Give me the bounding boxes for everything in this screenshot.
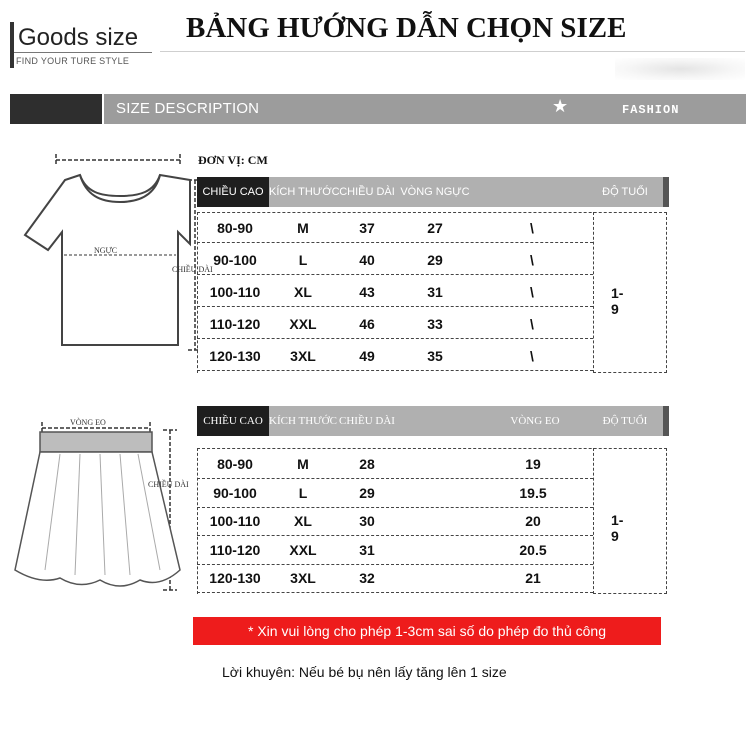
table-cell: M (297, 456, 309, 472)
age-cell (593, 212, 667, 373)
table-cell: 21 (525, 570, 541, 586)
header-age: ĐỘ TUỔI (602, 415, 648, 427)
table-cell: XXL (289, 316, 317, 332)
header-length: CHIỀU DÀI (339, 186, 395, 198)
table-cell: 27 (427, 220, 443, 236)
table-cell: 30 (359, 513, 375, 529)
unit-label: ĐƠN VỊ: CM (198, 153, 268, 167)
table-cell: 110-120 (209, 541, 261, 558)
table-header (197, 177, 663, 207)
brand-title: Goods size (18, 24, 139, 51)
table-row (197, 214, 593, 243)
table-row (197, 342, 593, 371)
table-cell: 37 (359, 220, 375, 236)
table-cell: XL (294, 513, 312, 529)
table-cell: 3XL (290, 570, 316, 586)
table-cell: \ (530, 220, 534, 236)
sizing-advice: Lời khuyên: Nếu bé bụ nên lấy tăng lên 1 size (222, 664, 507, 680)
header-age: ĐỘ TUỔI (602, 186, 648, 198)
table-row (197, 246, 593, 275)
banner-label: SIZE DESCRIPTION (116, 100, 260, 117)
header-height: CHIỀU CAO (197, 177, 269, 207)
chest-label: NGỰC (94, 246, 118, 255)
table-row (197, 564, 593, 593)
table-row (197, 310, 593, 339)
table-cell (397, 507, 493, 535)
table-cell: 40 (359, 252, 375, 268)
table-cell: 100-110 (209, 284, 261, 300)
table-cell: 29 (359, 484, 375, 501)
table-cell: M (297, 220, 309, 236)
waist-label: VÒNG EO (70, 418, 106, 427)
table-cell: 31 (427, 284, 443, 300)
table-cell: 80-90 (217, 220, 253, 236)
header-shadow (615, 58, 745, 80)
shirt-length-label: CHIỀU DÀI (172, 265, 213, 274)
table-cell: L (298, 252, 308, 268)
header-edge (663, 406, 669, 436)
table-cell: 28 (359, 456, 375, 472)
header-chest: VÒNG NGỰC (400, 186, 470, 198)
header-divider (160, 51, 745, 52)
brand-bar (10, 22, 14, 68)
table-cell: 19 (525, 456, 541, 472)
table-cell (397, 479, 493, 507)
table-row (197, 536, 593, 565)
table-cell: 120-130 (209, 570, 261, 586)
star-icon: ★ (552, 96, 569, 116)
table-cell: 43 (359, 284, 375, 300)
table-cell: \ (530, 252, 534, 268)
brand-rule (14, 52, 152, 53)
table-cell: 31 (359, 541, 375, 558)
table-row (197, 450, 593, 479)
page-title: BẢNG HƯỚNG DẪN CHỌN SIZE (186, 12, 627, 44)
banner-accent (10, 94, 102, 124)
table-cell: XL (294, 284, 312, 300)
table-cell: 49 (359, 348, 375, 364)
header-length: CHIỀU DÀI (339, 415, 395, 427)
table-cell (397, 450, 493, 478)
header-height: CHIỀU CAO (197, 406, 269, 436)
table-cell: 19.5 (519, 484, 547, 501)
table-cell: 120-130 (209, 348, 261, 364)
table-cell: \ (530, 316, 534, 332)
table-cell: \ (530, 348, 534, 364)
table-cell: 46 (359, 316, 375, 332)
table-cell: L (298, 484, 308, 501)
table-cell: 35 (427, 348, 443, 364)
table-cell: 20 (525, 513, 541, 529)
table-cell (397, 536, 493, 564)
table-cell: 3XL (290, 348, 316, 364)
measurement-notice: * Xin vui lòng cho phép 1-3cm sai số do phép đo thủ công (193, 617, 661, 645)
table-cell: \ (530, 284, 534, 300)
table-row (197, 278, 593, 307)
table-cell: 100-110 (209, 513, 261, 529)
table-row (197, 507, 593, 536)
table-cell: 33 (427, 316, 443, 332)
table-cell: 32 (359, 570, 375, 586)
table-header (197, 406, 663, 436)
age-value: 1-9 (611, 512, 624, 544)
header-size: KÍCH THƯỚC (269, 186, 340, 198)
table-cell: 80-90 (217, 456, 253, 472)
skirt-length-label: CHIỀU DÀI (148, 480, 189, 489)
table-cell: 20.5 (519, 541, 547, 558)
table-cell: 29 (427, 252, 443, 268)
table-cell: 90-100 (213, 252, 257, 268)
header-size: KÍCH THƯỚC (269, 415, 337, 427)
table-row (197, 479, 593, 508)
table-cell (397, 564, 493, 592)
age-cell (593, 448, 667, 594)
header-blank (397, 406, 497, 436)
age-value: 1-9 (611, 285, 624, 317)
header-edge (663, 177, 669, 207)
table-cell: XXL (289, 541, 317, 558)
banner-fashion: FASHION (622, 103, 680, 117)
skirt-diagram-icon (10, 410, 190, 610)
header-waist: VÒNG EO (510, 415, 560, 427)
brand-tagline: FIND YOUR TURE STYLE (16, 56, 130, 66)
header-blank (473, 177, 573, 207)
table-cell: 90-100 (213, 484, 257, 501)
table-cell: 110-120 (209, 316, 261, 332)
